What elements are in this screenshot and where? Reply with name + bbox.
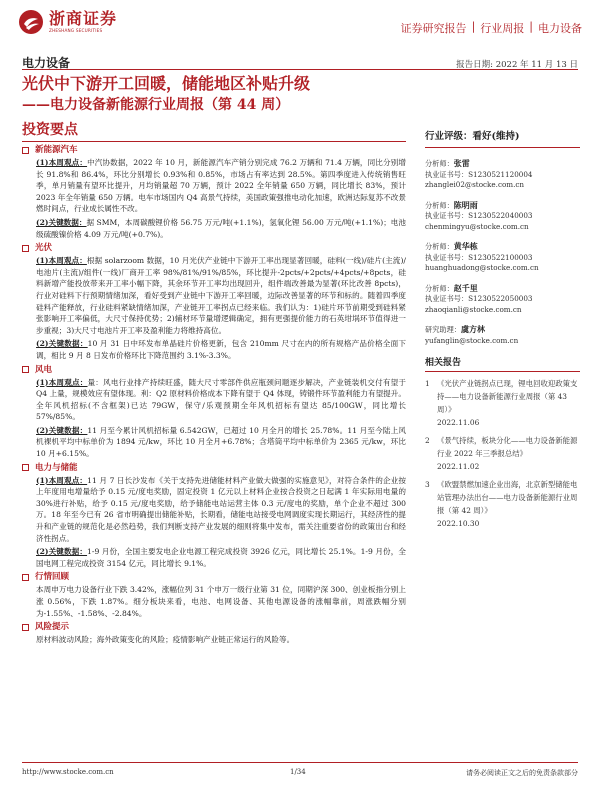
analyst-role: 分析师： bbox=[425, 159, 454, 168]
related-reports-list bbox=[425, 377, 580, 530]
paragraph-text: 1-9 月份，全国主要发电企业电源工程完成投资 3926 亿元，同比增长 25.1%。1-9 月份，全国电网工程完成投资 3154 亿元，同比增长 9.1%。 bbox=[36, 547, 406, 568]
subheader bbox=[22, 52, 578, 70]
related-report-item[interactable] bbox=[425, 478, 580, 530]
analyst-name: 赵千里 bbox=[453, 282, 478, 293]
section-title bbox=[22, 242, 406, 254]
invest-section bbox=[22, 242, 406, 361]
paragraph-text: 11 月至今累计风机招标量 6.542GW，已超过 10 月全月的增长 25.78%。11 月至今陆上风机裸机平均中标单价为 1894 元/kw，环比 10 月全月+6.78%；含塔筒平均中标单价为 2365 元/kw，环比 10 月+6.15%。 bbox=[36, 425, 406, 459]
analyst-card bbox=[425, 324, 580, 346]
related-report-date: 2022.11.06 bbox=[437, 418, 480, 427]
checkbox-square-icon bbox=[22, 624, 29, 631]
related-report-number: 1 bbox=[425, 379, 430, 388]
related-reports-heading: 相关报告 bbox=[425, 355, 580, 372]
section-title bbox=[22, 364, 406, 376]
checkbox-square-icon bbox=[22, 147, 29, 154]
related-report-title: 《欧盟禁燃加速企业出海，北京新型储能电站管理办法出台——电力设备新能源行业周报（第 42 周）》 bbox=[437, 480, 578, 515]
header-link-industry: 电力设备 bbox=[538, 22, 582, 35]
section-title bbox=[22, 144, 406, 156]
header-breadcrumb: 证券研究报告 | 行业周报 | 电力设备 bbox=[400, 20, 582, 35]
analyst-card bbox=[425, 241, 580, 274]
paragraph-text: 本周申万电力设备行业下跌 3.42%，涨幅位列 31 个申万一级行业第 31 位，同期沪深 300、创业板指分别上涨 0.56%，下跌 1.87%。细分板块来看，电池、电网设备、其他电源设备的涨幅靠前，周涨跌幅分别为-1.55%、-1.58%、-2.84%。 bbox=[36, 585, 406, 618]
invest-section bbox=[22, 364, 406, 460]
industry-label: 电力设备 bbox=[22, 56, 71, 70]
section-paragraph bbox=[22, 546, 406, 569]
section-title-text: 风险提示 bbox=[35, 622, 70, 633]
related-report-title: 《景气持续，板块分化——电力设备新能源行业 2022 年三季报总结》 bbox=[437, 436, 578, 458]
rating-value: 看好(维持) bbox=[472, 131, 520, 142]
paragraph-text: 11 月 7 日长沙发布《关于支持先进储能材料产业做大做强的实施意见》，对符合条件的企业按上年度用电增量给予 0.15 元/度电奖励，固定投资 1 亿元以上材料企业按合投资之日起满 1 年实际用电量的 30%进行补贴，给予 0.15 元/度电奖励，给予储能电站运营主体 0.3 元/度电的奖励，单个企业不超过 300 万。18 年至今已有 26 省市明确提出储能补贴，长期看，储能电站接受电网调度实现长期运行，其经济性的提升和产业链的规范化是必然趋势，我们判断支持产业发展的细则将集中发布，需关注重要省份的政策出台和经济性拐点。 bbox=[36, 475, 406, 543]
paragraph-text: 根据 solarzoom 数据，10 月光伏产业链中下游开工率出现显著回暖，硅料(一线)/硅片(主流)/电池片(主流)/组件(一线)厂商开工率 98%/81%/91%/85%，环比提升-2pcts/+2pcts/+4pcts/+8pcts，硅料新增产能投放带来开工率小幅下降，其余环节开工率均出现回升，组件端改善最为显著(环比改善 8pcts)，行业对硅料下行预期情绪加深，看好受到产业链中下游开工率回暖，边际改善显著的环节和标的。随着四季度硅料产能释放，行业硅料紧缺情绪加深，产业链开工率拐点已经来临。我们认为：1)硅片环节前期受到硅料紧张影响开工率偏低，大尺寸保持优势；2)辅材环节量增逻辑确定，拥有更强提价能力的石英坩埚环节值得进一步重视；3)大尺寸电池片开工率及盈利能力将维持高位。 bbox=[36, 256, 406, 335]
section-paragraph bbox=[22, 217, 406, 240]
invest-heading-block bbox=[22, 121, 406, 142]
invest-section bbox=[22, 144, 406, 240]
section-title bbox=[22, 462, 406, 474]
section-paragraph bbox=[22, 255, 406, 336]
paragraph-text: 据 SMM，本周碳酸锂价格 56.75 万元/吨(+1.1%)，氢氧化锂 56.00 万元/吨(+1.1%)；电池级硫酸镍价格 4.09 万元/吨(+0.7%)。 bbox=[36, 217, 406, 239]
title-main: 光伏中下游开工回暖，储能地区补贴升级 bbox=[22, 74, 311, 93]
report-date-label: 报告日期: bbox=[456, 60, 494, 70]
section-title bbox=[22, 571, 406, 583]
checkbox-square-icon bbox=[22, 464, 29, 471]
analyst-email[interactable]: zhaoqianli@stocke.com.cn bbox=[425, 304, 522, 314]
related-report-date: 2022.10.30 bbox=[437, 519, 480, 528]
paragraph-label: (2)关键数据： bbox=[36, 425, 88, 435]
invest-section bbox=[22, 621, 406, 646]
subheader-divider bbox=[22, 69, 578, 70]
report-date-value: 2022 年 11 月 13 日 bbox=[495, 60, 578, 70]
analyst-card bbox=[425, 283, 580, 316]
analyst-email[interactable]: huanghuadong@stocke.com.cn bbox=[425, 263, 539, 272]
section-title-text: 新能源汽车 bbox=[35, 145, 78, 155]
analyst-role: 研究助理： bbox=[425, 325, 461, 334]
checkbox-square-icon bbox=[22, 574, 29, 581]
title-sub: ——电力设备新能源行业周报（第 44 周） bbox=[22, 97, 290, 113]
analyst-card bbox=[425, 158, 580, 191]
invest-section bbox=[22, 571, 406, 619]
related-report-item[interactable] bbox=[425, 434, 580, 473]
analyst-email[interactable]: yufanglin@stocke.com.cn bbox=[425, 335, 519, 345]
analyst-cert: 执业证书号：S1230522100003 bbox=[425, 252, 533, 262]
analyst-email[interactable]: chenmingyu@stocke.com.cn bbox=[425, 221, 529, 231]
paragraph-text: 量：风电行业排产持续旺盛，随大尺寸零部件供应瓶颈问题逐步解决，产业链装机交付有望于 Q4 上量，规模效应有望体现。利：Q2 原材料价格成本下降有望于 Q4 体现，铸锻件环节盈利能力有望提升。全年风机招标(不含框架)已达 79GW，保守/乐观预期全年风机招标有望达 85/100GW，同比增长 57%/85%。 bbox=[36, 377, 406, 422]
paragraph-label: (2)关键数据： bbox=[36, 339, 88, 349]
footer-url[interactable]: http://www.stocke.com.cn bbox=[22, 768, 114, 776]
analyst-role: 分析师： bbox=[425, 200, 454, 210]
related-report-number: 3 bbox=[425, 480, 430, 489]
paragraph-text: 原材料波动风险；海外政策变化的风险；疫情影响产业链正常运行的风险等。 bbox=[36, 635, 295, 645]
page-header bbox=[0, 0, 600, 50]
paragraph-label: (1)本周观点： bbox=[36, 475, 88, 485]
header-link-report-type: 证券研究报告 bbox=[400, 22, 467, 35]
logo-mark-icon bbox=[18, 9, 44, 35]
analyst-list bbox=[425, 158, 580, 346]
paragraph-text: 中汽协数据，2022 年 10 月，新能源汽车产销分别完成 76.2 万辆和 71.4 万辆，同比分别增长 91.8%和 86.4%，环比分别增长 0.93%和 0.85%，市场占有率达到 28.5%。第四季度进入传统销售旺季，单月销量有望环比提升，月均销量超 70 万辆，预计 2022 全年销量 650 万辆，同比增长 83%，预计 2023 年全年销量 650 万辆。电车市场国内 Q4 高景气持续，美国政策强推电动化加速，欧洲达际复苏不改景燃时间点，行业成长属性不改。 bbox=[36, 158, 406, 214]
analyst-name: 黄华栋 bbox=[453, 241, 478, 251]
section-paragraph bbox=[22, 634, 406, 646]
section-paragraph bbox=[22, 584, 406, 619]
analyst-name: 张雷 bbox=[453, 158, 470, 168]
checkbox-square-icon bbox=[22, 245, 29, 252]
logo bbox=[18, 9, 117, 35]
section-paragraph bbox=[22, 377, 406, 423]
invest-heading: 投资要点 bbox=[22, 122, 78, 138]
invest-section bbox=[22, 462, 406, 570]
related-report-title: 《光伏产业链拐点已现，锂电回收迎政策支持——电力设备新能源行业周报（第 43 周）》 bbox=[437, 379, 578, 414]
rating-label: 行业评级： bbox=[425, 131, 473, 142]
header-link-report-kind: 行业周报 bbox=[480, 22, 525, 35]
analyst-name: 陈明雨 bbox=[453, 199, 478, 210]
section-paragraph bbox=[22, 425, 406, 460]
related-report-date: 2022.11.02 bbox=[437, 462, 480, 471]
analyst-name: 虞方林 bbox=[460, 324, 485, 334]
main-content bbox=[22, 144, 406, 648]
analyst-cert: 执业证书号：S1230522050003 bbox=[425, 294, 533, 303]
section-paragraph bbox=[22, 475, 406, 545]
paragraph-label: (1)本周观点： bbox=[36, 158, 88, 167]
analyst-role: 分析师： bbox=[425, 283, 454, 293]
paragraph-label: (1)本周观点： bbox=[36, 256, 87, 266]
section-title-text: 电力与储能 bbox=[35, 462, 78, 473]
section-title-text: 光伏 bbox=[35, 243, 53, 254]
paragraph-label: (1)本周观点： bbox=[36, 377, 88, 387]
related-report-item[interactable] bbox=[425, 377, 580, 429]
footer-disclaimer: 请务必阅读正文之后的免责条款部分 bbox=[466, 769, 578, 777]
page-footer bbox=[22, 762, 578, 782]
industry-rating bbox=[425, 130, 580, 148]
analyst-email[interactable]: zhanglei02@stocke.com.cn bbox=[425, 180, 525, 189]
logo-subtext: ZHESHANG SECURITIES bbox=[49, 28, 103, 33]
analyst-cert: 执业证书号：S1230521120004 bbox=[425, 169, 533, 179]
sidebar bbox=[425, 130, 580, 535]
paragraph-text: 10 月 31 日中环发布单晶硅片价格更新，包含 210mm 尺寸在内的所有规格产品价格全面下调，相比 9 月 8 日发布价格环比下降范围约 3.1%-3.3%。 bbox=[36, 339, 406, 360]
page-number: 1/34 bbox=[290, 768, 306, 776]
report-title bbox=[22, 73, 578, 115]
related-report-number: 2 bbox=[425, 436, 430, 445]
section-title-text: 风电 bbox=[35, 364, 53, 375]
analyst-role: 分析师： bbox=[425, 242, 454, 251]
section-paragraph bbox=[22, 157, 406, 215]
analyst-cert: 执业证书号：S1230522040003 bbox=[425, 211, 533, 220]
paragraph-label: (2)关键数据： bbox=[36, 547, 88, 557]
logo-text: 浙商证券 bbox=[49, 9, 118, 28]
checkbox-square-icon bbox=[22, 366, 29, 373]
analyst-card bbox=[425, 200, 580, 233]
section-title bbox=[22, 621, 406, 633]
section-paragraph bbox=[22, 338, 406, 361]
section-title-text: 行情回顾 bbox=[35, 572, 70, 583]
invest-divider bbox=[22, 141, 406, 142]
paragraph-label: (2)关键数据： bbox=[36, 217, 87, 227]
